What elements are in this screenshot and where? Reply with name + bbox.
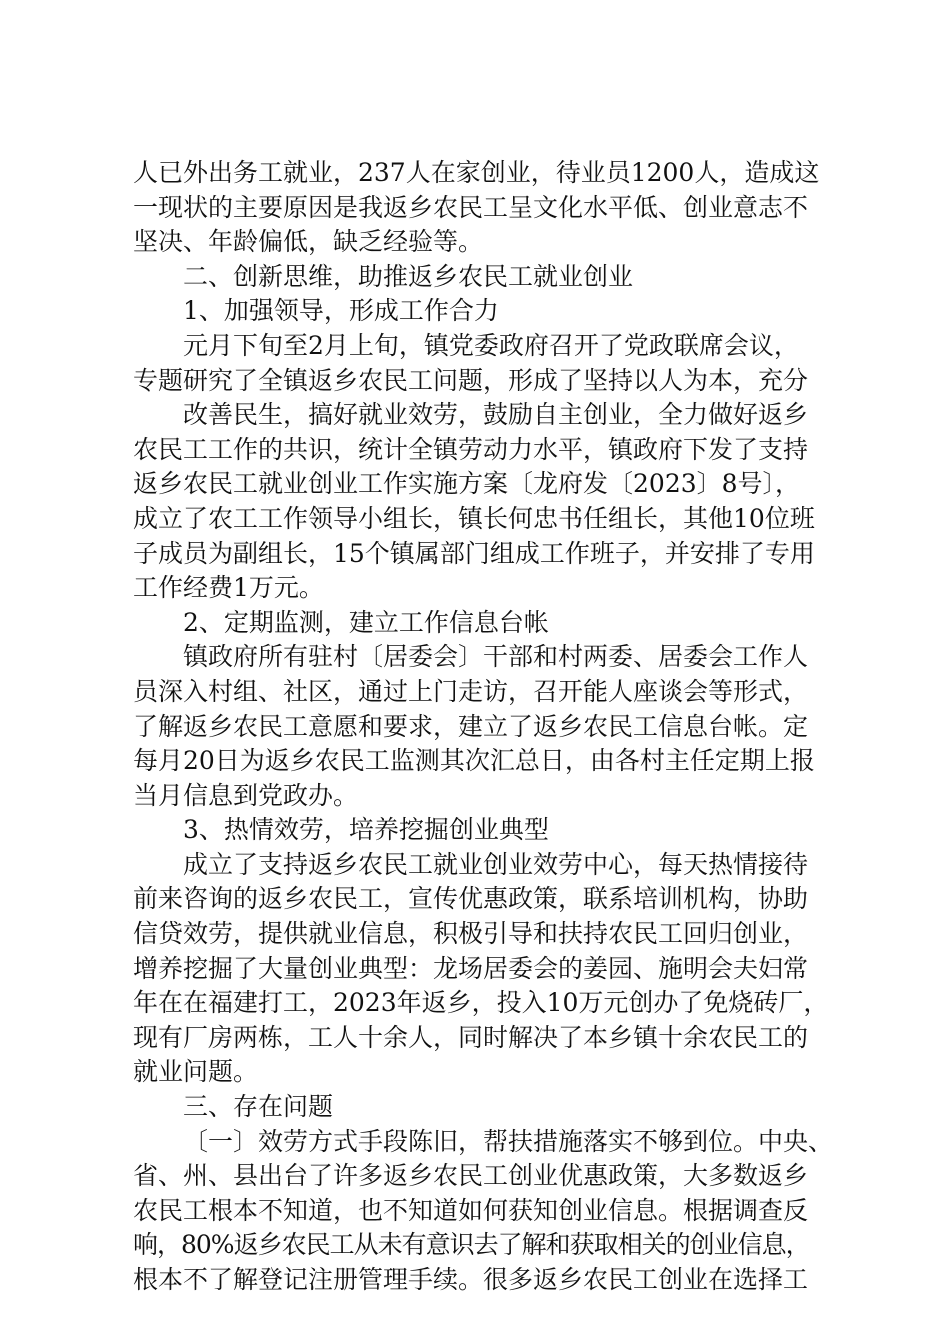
text-line: 增养挖掘了大量创业典型：龙场居委会的姜园、施明会夫妇常 [133, 953, 809, 983]
text-line: 当月信息到党政办。 [133, 780, 359, 810]
text-line: 返乡农民工就业创业工作实施方案〔龙府发〔2023〕8号〕， [133, 469, 801, 499]
text-line: 坚决、年龄偏低，缺乏经验等。 [133, 227, 484, 257]
text-line: 1、加强领导，形成工作合力 [183, 296, 499, 326]
text-line: 员深入村组、社区，通过上门走访，召开能人座谈会等形式， [133, 676, 809, 706]
text-line: 二、创新思维，助推返乡农民工就业创业 [183, 261, 634, 291]
text-line: 一现状的主要原因是我返乡农民工呈文化水平低、创业意志不 [133, 192, 809, 222]
text-line: 3、热情效劳，培养挖掘创业典型 [183, 815, 549, 845]
text-line: 省、州、县出台了许多返乡农民工创业优惠政策，大多数返乡 [133, 1161, 809, 1191]
text-line: 成立了支持返乡农民工就业创业效劳中心，每天热情接待 [183, 849, 809, 879]
text-line: 信贷效劳，提供就业信息，积极引导和扶持农民工回归创业， [133, 919, 809, 949]
text-line: 农民工根本不知道，也不知道如何获知创业信息。根据调查反 [133, 1195, 809, 1225]
text-line: 改善民生，搞好就业效劳，鼓励自主创业，全力做好返乡 [183, 400, 809, 430]
text-line: 人已外出务工就业，237人在家创业，待业员1200人，造成这 [133, 158, 820, 187]
text-line: 专题研究了全镇返乡农民工问题，形成了坚持以人为本，充分 [133, 365, 809, 395]
text-line: 响，80%返乡农民工从未有意识去了解和获取相关的创业信息， [133, 1230, 810, 1260]
text-line: 工作经费1万元。 [133, 573, 324, 603]
text-line: 农民工工作的共识，统计全镇劳动力水平，镇政府下发了支持 [133, 434, 809, 464]
text-line: 现有厂房两栋，工人十余人，同时解决了本乡镇十余农民工的 [133, 1022, 809, 1052]
document-body [133, 156, 833, 1298]
text-line: 每月20日为返乡农民工监测其次汇总日，由各村主任定期上报 [133, 746, 815, 776]
text-line: 2、定期监测，建立工作信息台帐 [183, 607, 549, 637]
text-line: 年在在福建打工，2023年返乡，投入10万元创办了免烧砖厂， [133, 988, 829, 1018]
text-line: 子成员为副组长，15个镇属部门组成工作班子，并安排了专用 [133, 538, 815, 568]
text-line: 前来咨询的返乡农民工，宣传优惠政策，联系培训机构，协助 [133, 884, 809, 914]
text-line: 镇政府所有驻村〔居委会〕干部和村两委、居委会工作人 [183, 642, 809, 672]
text-line: 了解返乡农民工意愿和要求，建立了返乡农民工信息台帐。定 [133, 711, 809, 741]
text-line: 就业问题。 [133, 1057, 259, 1087]
text-line: 元月下旬至2月上旬，镇党委政府召开了党政联席会议， [183, 330, 799, 360]
text-line: 成立了农工工作领导小组长，镇长何忠书任组长，其他10位班 [133, 503, 815, 533]
text-line: 三、存在问题 [183, 1092, 334, 1122]
text-line: 根本不了解登记注册管理手续。很多返乡农民工创业在选择工 [133, 1265, 809, 1294]
text-line: 〔一〕效劳方式手段陈旧，帮扶措施落实不够到位。中央、 [183, 1126, 834, 1156]
